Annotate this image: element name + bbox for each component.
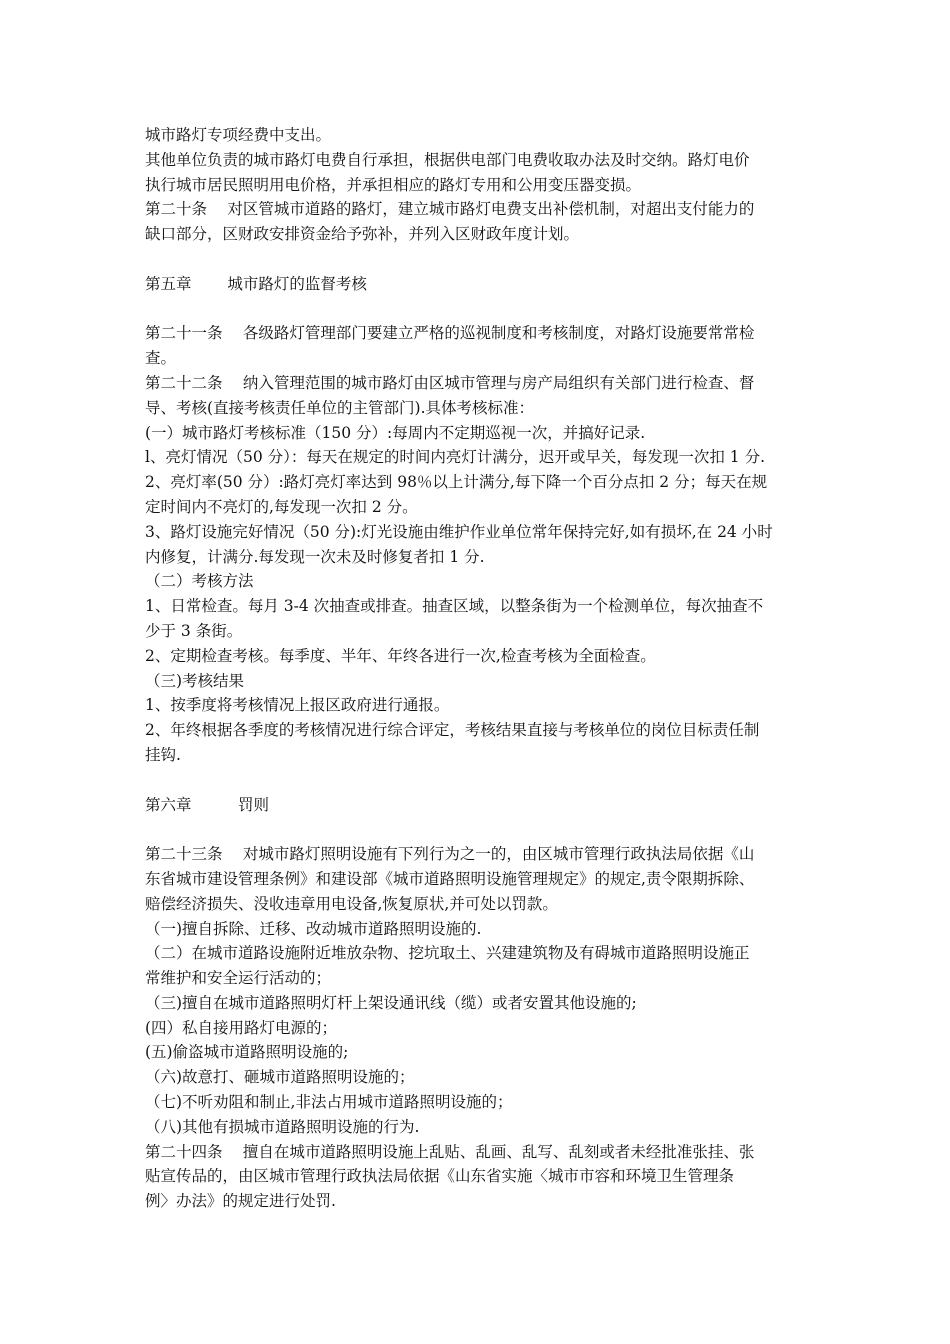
text-line: （七)不听劝阻和制止,非法占用城市道路照明设施的； bbox=[145, 1093, 513, 1112]
text-line: 少于 3 条街。 bbox=[145, 621, 243, 640]
text-line: （八)其他有损城市道路照明设施的行为. bbox=[145, 1117, 420, 1136]
text-line: l、亮灯情况（50 分）：每天在规定的时间内亮灯计满分，迟开或早关，每发现一次扣 1 分. bbox=[145, 448, 766, 467]
text-line: 贴宣传品的，由区城市管理行政执法局依据《山东省实施〈城市市容和环境卫生管理条 bbox=[145, 1167, 735, 1186]
text-line: （二）在城市道路设施附近堆放杂物、挖坑取土、兴建建筑物及有碍城市道路照明设施正 bbox=[145, 944, 750, 963]
text-line: 定时间内不亮灯的,每发现一次扣 2 分。 bbox=[145, 497, 418, 516]
blank-line bbox=[145, 247, 810, 272]
text-line: 东省城市建设管理条例》和建设部《城市道路照明设施管理规定》的规定,责令限期拆除、 bbox=[145, 869, 755, 888]
text-line: 2、年终根据各季度的考核情况进行综合评定，考核结果直接与考核单位的岗位目标责任制 bbox=[145, 721, 760, 740]
text-line: 导、考核(直接考核责任单位的主管部门).具体考核标准： bbox=[145, 398, 535, 417]
text-line: 执行城市居民照明用电价格，并承担相应的路灯专用和公用变压器变损。 bbox=[145, 175, 642, 194]
document-page bbox=[145, 123, 810, 1214]
text-line: 查。 bbox=[145, 349, 177, 368]
text-line: 缺口部分，区财政安排资金给予弥补，并列入区财政年度计划。 bbox=[145, 225, 580, 244]
text-line: 例〉办法》的规定进行处罚. bbox=[145, 1192, 336, 1211]
article-22-line: 第二十二条 纳入管理范围的城市路灯由区城市管理与房产局组织有关部门进行检查、督 bbox=[145, 373, 755, 392]
chapter-6-heading: 第六章 罚则 bbox=[145, 795, 270, 814]
text-line: 2、亮灯率(50 分）:路灯亮灯率达到 98％以上计满分,每下降一个百分点扣 2 分；每天在规 bbox=[145, 473, 768, 492]
text-line: 2、定期检查考核。每季度、半年、年终各进行一次,检查考核为全面检查。 bbox=[145, 646, 656, 665]
text-line: 其他单位负责的城市路灯电费自行承担，根据供电部门电费收取办法及时交纳。路灯电价 bbox=[145, 150, 750, 169]
text-line: 1、按季度将考核情况上报区政府进行通报。 bbox=[145, 696, 450, 715]
text-line: 常维护和安全运行活动的； bbox=[145, 969, 332, 988]
text-line: (一）城市路灯考核标准（150 分）:每周内不定期巡视一次，并搞好记录. bbox=[145, 423, 646, 442]
blank-line bbox=[145, 297, 810, 322]
article-20-line: 第二十条 对区管城市道路的路灯，建立城市路灯电费支出补偿机制，对超出支付能力的 bbox=[145, 200, 755, 219]
text-line: 城市路灯专项经费中支出。 bbox=[145, 126, 332, 144]
text-line: 1、日常检查。每月 3-4 次抽查或排查。抽查区域，以整条街为一个检测单位，每次抽查不 bbox=[145, 597, 764, 616]
text-line: （三)考核结果 bbox=[145, 671, 245, 690]
text-line: （六)故意打、砸城市道路照明设施的； bbox=[145, 1068, 415, 1087]
text-line: 赔偿经济损失、没收违章用电设备,恢复原状,并可处以罚款。 bbox=[145, 894, 558, 913]
text-line: （二）考核方法 bbox=[145, 572, 254, 591]
article-24-line: 第二十四条 擅自在城市道路照明设施上乱贴、乱画、乱写、乱刻或者未经批准张挂、张 bbox=[145, 1142, 755, 1161]
text-line: (四）私自接用路灯电源的； bbox=[145, 1018, 338, 1037]
text-line: （一)擅自拆除、迁移、改动城市道路照明设施的. bbox=[145, 919, 482, 938]
text-line: 3、路灯设施完好情况（50 分):灯光设施由维护作业单位常年保持完好,如有损坏,在 24 小时 bbox=[145, 522, 773, 541]
text-line: (五)偷盗城市道路照明设施的; bbox=[145, 1043, 349, 1062]
text-line: （三)擅自在城市道路照明灯杆上架设通讯线（缆）或者安置其他设施的; bbox=[145, 993, 637, 1012]
article-21-line: 第二十一条 各级路灯管理部门要建立严格的巡视制度和考核制度，对路灯设施要常常检 bbox=[145, 324, 755, 343]
text-line: 挂钩. bbox=[145, 745, 181, 764]
chapter-5-heading: 第五章 城市路灯的监督考核 bbox=[145, 274, 367, 293]
text-line: 内修复，计满分.每发现一次未及时修复者扣 1 分. bbox=[145, 547, 485, 566]
blank-line bbox=[145, 768, 810, 793]
blank-line bbox=[145, 817, 810, 842]
article-23-line: 第二十三条 对城市路灯照明设施有下列行为之一的，由区城市管理行政执法局依据《山 bbox=[145, 845, 755, 864]
